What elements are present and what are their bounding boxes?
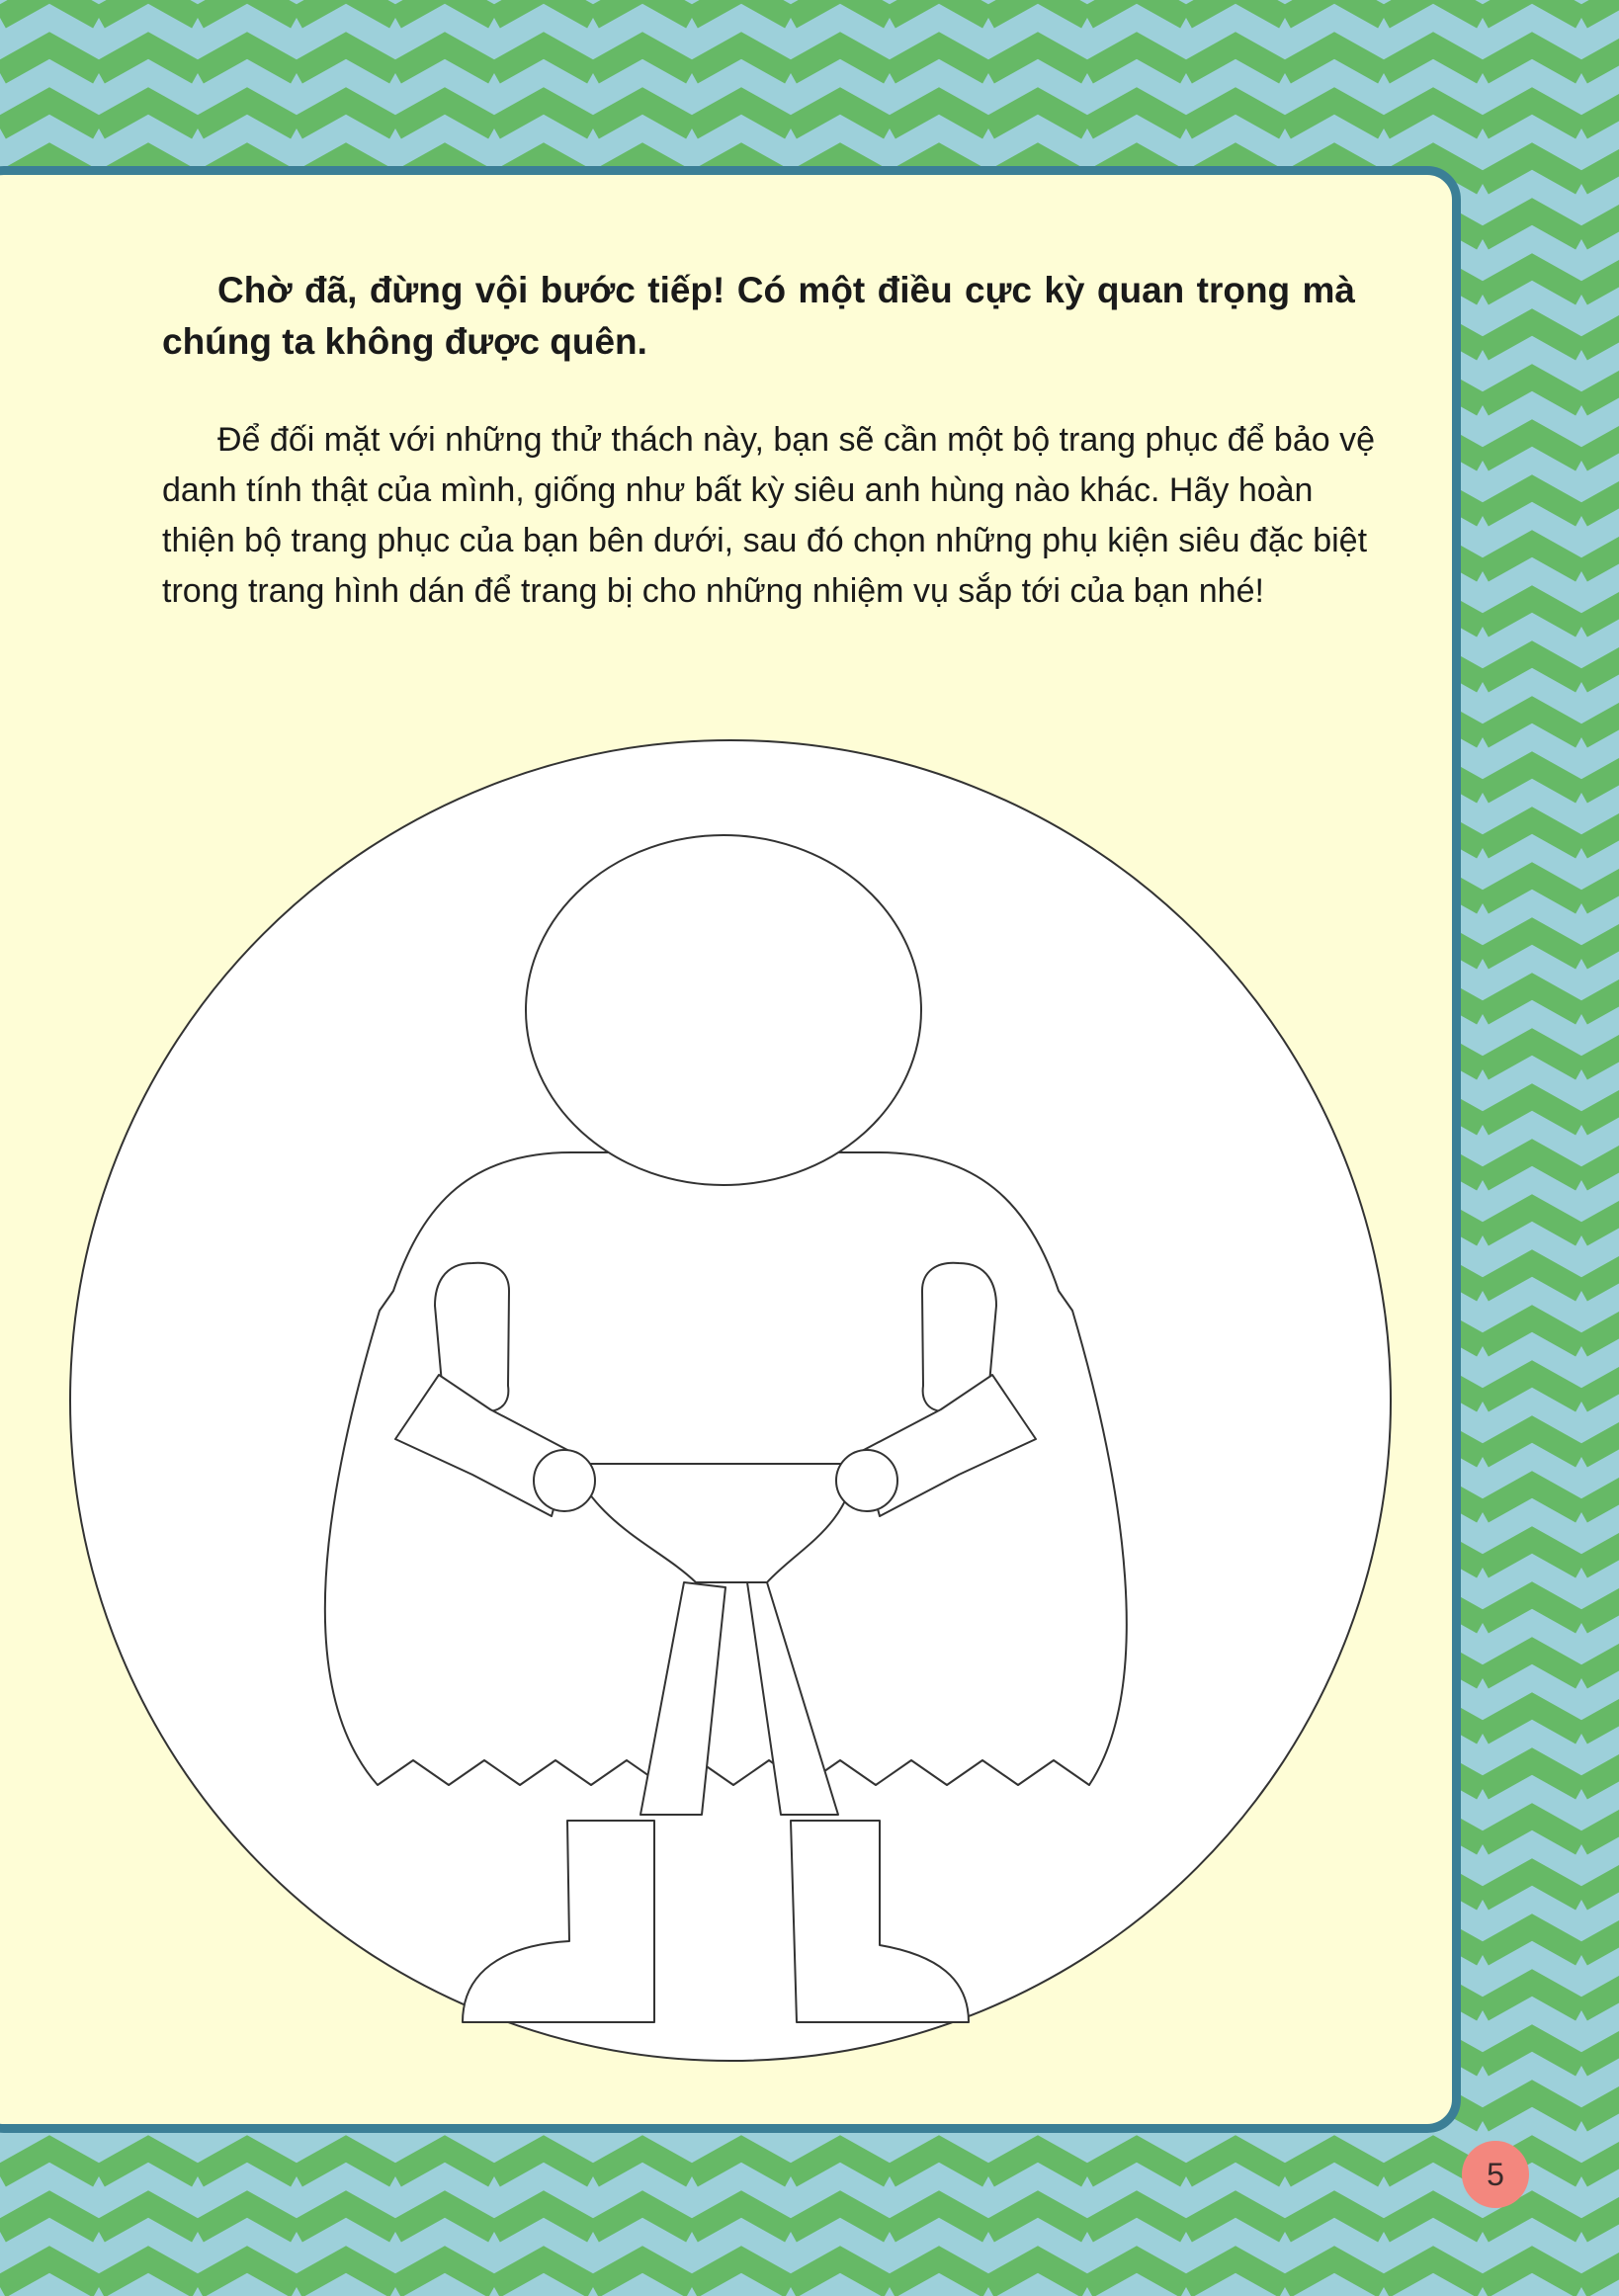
- right-fist: [836, 1450, 897, 1511]
- intro-text: Chờ đã, đừng vội bước tiếp! Có một điều cực kỳ quan trọng mà chúng ta không được quên.: [162, 270, 1355, 362]
- head-outline: [526, 835, 921, 1185]
- page-number-badge: 5: [1462, 2141, 1529, 2208]
- body-text: Để đối mặt với những thử thách này, bạn sẽ cần một bộ trang phục để bảo vệ danh tính thật của mình, giống như bất kỳ siêu anh hùng nào khác. Hãy hoàn thiện bộ trang phục của bạn bên dưới, sau đó chọn những phụ kiện siêu đặc biệt trong trang hình dán để trang bị cho những nhiệm vụ sắp tới của bạn nhé!: [162, 421, 1376, 610]
- left-fist: [534, 1450, 595, 1511]
- superhero-outline-illustration: [67, 737, 1394, 2064]
